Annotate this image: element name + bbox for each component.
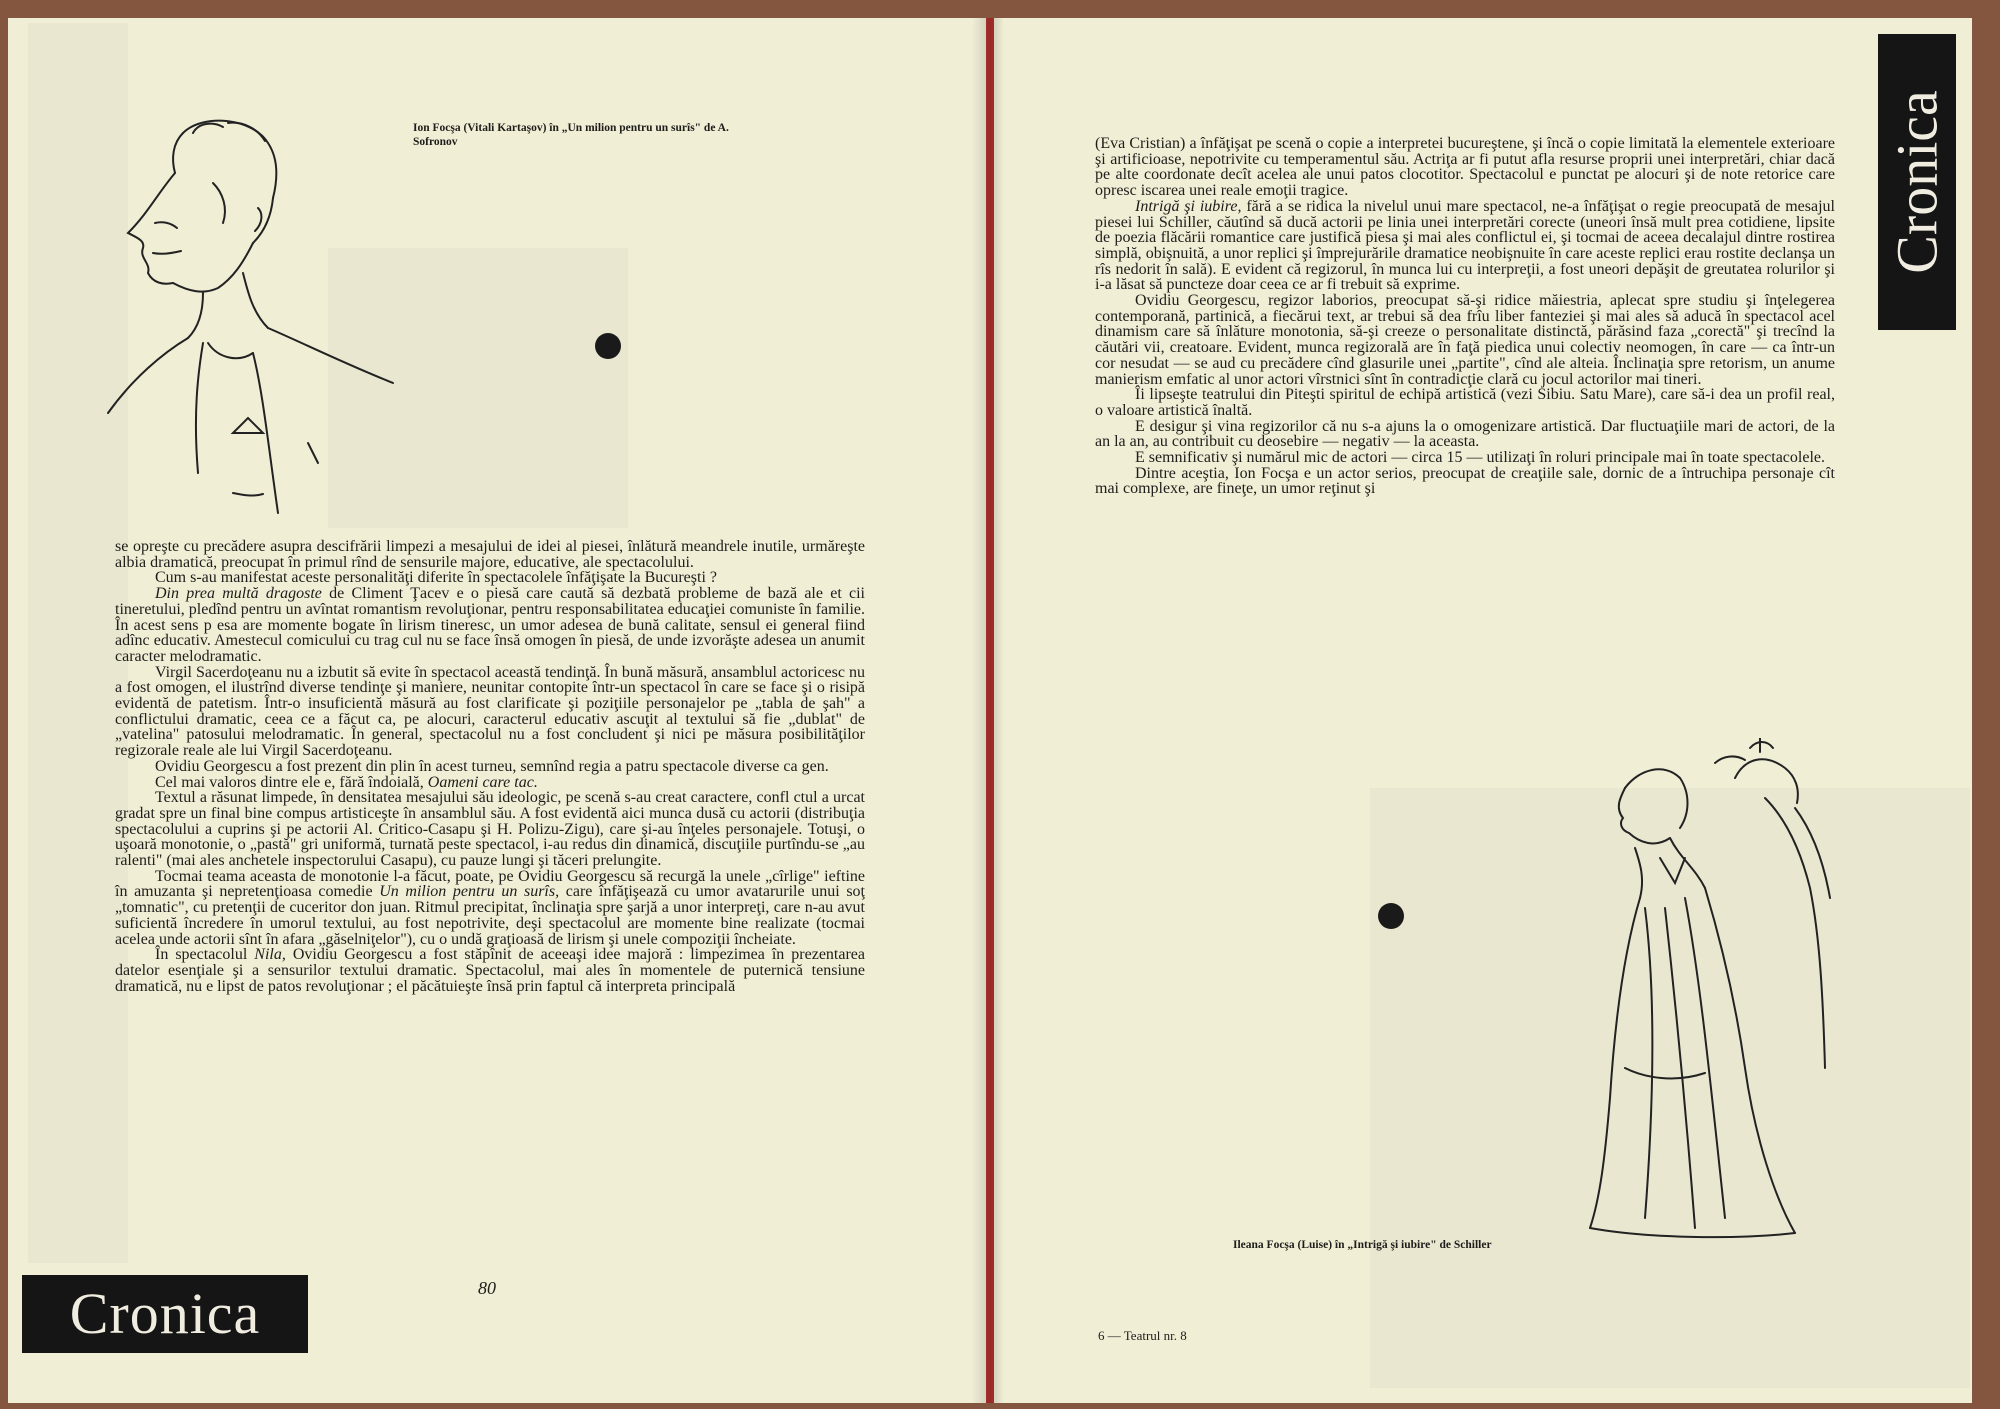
paragraph: Textul a răsunat limpede, în densitatea mesajului său ideologic, pe scenă s-au creat caractere, confl ctul a urcat gradat spre un final bine compus artisticeşte în ansamblul său. A fost evidentă aici munca dusă cu actorii (distribuţia spectacolului a cuprins şi pe actorii Al. Critico-Casapu şi H. Polizu-Zigu), care şi-au înţeles personajele. Totuşi, o uşoară monotonie, o „pastă" gri uniformă, turnată peste spectacol, i-au redus din dinamică, discuţiile purtîndu-se „au ralenti" (mai ales anchetele inspectorului Casapu), cu pauze lungi şi tăceri prelungite. (115, 789, 865, 870)
paragraph: Intrigă şi iubire, fără a se ridica la nivelul unui mare spectacol, ne-a înfăţişat o regie preocupată de mesajul piesei lui Schiller, căutînd să ducă actorii pe linia unei interpretări corecte (uneori însă mult prea cotidiene, lipsite de poezia flăcării romantice care justifică piesa şi mai ales conflictul ei, şi tocmai de aceea decalajul dintre rostirea simplă, obişnuită, a unor replici şi împrejurările dramatice neobişnuite în care aceste replici erau rostite declanşa un rîs nedorit în sală). E evident că regizorul, în munca lui cu interpreţii, a fost uneori depăşit de greutatea rolurilor şi i-a lăsat să puncteze doar ceea ce ar fi trebuit să exprime. (1095, 197, 1835, 294)
section-label-cronica: Cronica (22, 1275, 308, 1353)
caption-ion-focsa: Ion Focşa (Vitali Kartaşov) în „Un milion pentru un surîs" de A. Sofronov (413, 122, 729, 148)
punch-hole (595, 333, 621, 359)
portrait-sketch-ion-focsa (103, 113, 403, 523)
paragraph: Ovidiu Georgescu a fost prezent din plin în acest turneu, semnînd regia a patru spectacole diverse ca gen. (155, 757, 829, 775)
play-title: Un milion pentru un surîs, (379, 883, 560, 901)
paragraph: se opreşte cu precădere asupra descifrării limpezi a mesajului de idei al piesei, înlătură meandrele inutile, urmăreşte albia dramatică, preocupat în primul rînd de sensurile majore, educative, ale spectacolului. (115, 538, 865, 571)
paragraph: Din prea multă dragoste de Climent Ţacev e o piesă care caută să dezbată probleme de bază ale et cii tineretului, pledînd pentru un avîntat romantism revoluţionar, pentru responsabilitatea educaţiei comuniste în familie. În acest sens p esa are momente bogate în lirism tineresc, un umor adesea de bună calitate, sensul ei general fiind adînc educativ. Amestecul comicului cu trag cul nu se face însă omogen în piesă, de unde izvorăşte adesea un anumit caracter melodramatic. (115, 585, 865, 665)
page-footer: 6 — Teatrul nr. 8 (1098, 1328, 1187, 1343)
punch-hole (1378, 903, 1404, 929)
paragraph: Cel mai valoros dintre ele e, fără îndoială, Oameni care tac. (155, 773, 538, 791)
caption-ileana-focsa: Ileana Focşa (Luise) în „Intrigă şi iubire" de Schiller (1233, 1239, 1492, 1251)
left-page (8, 18, 990, 1403)
sketch-ileana-focsa-luise (1585, 738, 1845, 1243)
paragraph: Îi lipseşte teatrului din Piteşti spiritul de echipă artistică (vezi Sibiu. Satu Mare), care să-i dea un profil real, o valoare artistică înaltă. (1095, 386, 1835, 419)
play-title: Nila, (254, 946, 286, 964)
play-title: Din prea multă dragoste (155, 585, 322, 603)
paragraph: E semnificativ şi numărul mic de actori — circa 15 — utilizaţi în roluri principale mai în toate spectacolele. (1135, 449, 1825, 467)
book-spine (986, 18, 994, 1403)
paragraph: Cum s-au manifestat aceste personalităţi diferite în spectacolele înfăţişate la Bucureşti ? (155, 569, 717, 587)
play-title: Intrigă şi iubire, (1135, 197, 1242, 215)
left-body-text (115, 539, 865, 994)
paragraph: (Eva Cristian) a înfăţişat pe scenă o copie a interpretei bucureştene, şi încă o copie limitată la elementele exterioare şi artificioase, nepotrivite cu temperamentul său. Actriţa ar fi putut afla resurse proprii unei interpretări, chiar dacă pe alte coordonate decît acelea ale unui patos clocotitor. Spectacolul e punctat pe alocuri şi de note retorice care opresc iscarea unei reale emoţii tragice. (1095, 135, 1835, 200)
paragraph: Virgil Sacerdoţeanu nu a izbutit să evite în spectacol această tendinţă. În bună măsură, ansamblul actoricesc nu a fost omogen, el ilustrînd diverse tendinţe şi maniere, neunitar contopite într-un spectacol în care se face şi o risipă evidentă de patetism. Într-o insuficientă măsură au fost clarificate şi poziţiile personajelor pe „tabla de şah" a conflictului dramatic, ceea ce a făcut ca, pe alocuri, caracterul educativ ascuţit al textului să fie „dublat" de „vatelina" patosului melodramatic. În general, spectacolul nu a fost concludent şi nici pe măsura posibilităţilor regizorale reale ale lui Virgil Sacerdoţeanu. (115, 663, 865, 760)
paragraph: E desigur şi vina regizorilor că nu s-a ajuns la o omogenizare artistică. Dar fluctuaţiile mari de actori, de la an la an, au contribuit cu deosebire — negativ — la aceasta. (1095, 417, 1835, 451)
right-body-text (1095, 136, 1835, 497)
paragraph: În spectacolul Nila, Ovidiu Georgescu a fost stăpînit de aceeaşi idee majoră : limpezimea în prezentarea datelor esenţiale şi a sensurilor textului dramatic. Spectacolul, mai ales în momentele de puternică tensiune dramatică, nu e lipst de patos revoluţionar ; el păcătuieşte însă prin faptul că interpreta principală (115, 946, 865, 995)
paragraph: Ovidiu Georgescu, regizor laborios, preocupat să-şi ridice măiestria, aplecat spre studiu şi înţelegerea contemporană, partinică, a fiecărui text, ar trebui să dea frîu liber fanteziei şi mai ales să aducă în spectacol acel dinamism care să înlăture monotonia, să-şi creeze o personalitate distinctă, părăsind faza „corectă" şi trecînd la căutări vii, creatoare. Evident, munca regizorală are în faţă piedica unui colectiv neomogen, în care — ca într-un cor nesudat — se aud cu precădere cînd glasurile unei „partite", cînd ale alteia. Înclinaţia spre retorism, un anume manierism emfatic al unor actori vîrstnici sînt în contradicţie clară cu jocul actorilor mai tineri. (1095, 292, 1835, 388)
section-label-cronica: Cronica (1878, 34, 1956, 330)
right-page (990, 18, 1972, 1403)
paragraph: Tocmai teama aceasta de monotonie l-a făcut, poate, pe Ovidiu Georgescu să recurgă la unele „cîrlige" ieftine în amuzanta şi nepretenţioasa comedie Un milion pentru un surîs, care înfăţişează cu umor avatarurile unui soţ „tomnatic", cu pretenţii de cuceritor don juan. Ritmul precipitat, înclinaţia spre şarjă a unor interpreţi, care n-au avut suficientă încredere în umorul textului, au fost nepotrivite, deşi spectacolul are momente bine realizate (tocmai acelea unde actorii sînt în afara „găselniţelor"), cu o undă graţioasă de lirism şi unele compoziţii încheiate. (115, 867, 866, 948)
play-title: Oameni care tac. (427, 773, 538, 791)
page-number: 80 (478, 1278, 496, 1298)
paragraph: Dintre aceştia, Ion Focşa e un actor serios, preocupat de creaţiile sale, dornic de a întruchipa personaje cît mai complexe, are fineţe, un umor reţinut şi (1095, 464, 1835, 498)
